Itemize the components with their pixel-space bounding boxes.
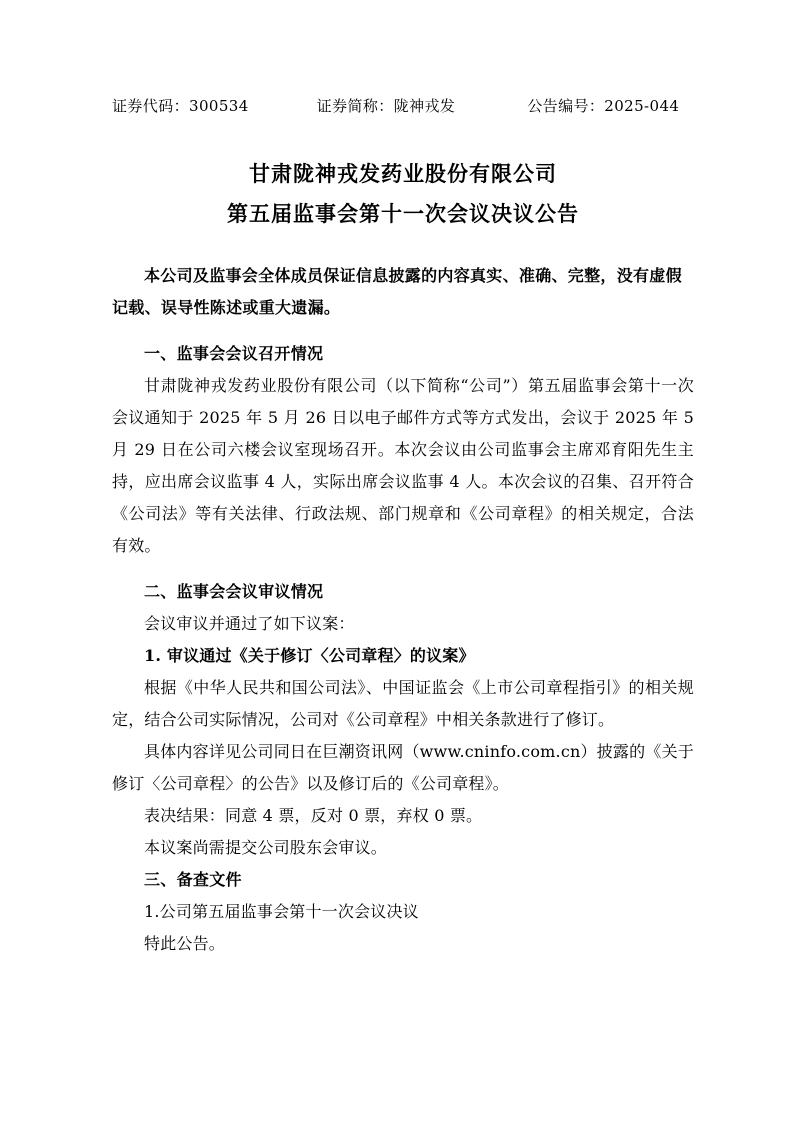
- section-heading-2: 二、监事会会议审议情况: [144, 581, 324, 601]
- title-line-1: 甘肃陇神戎发药业股份有限公司: [249, 161, 557, 186]
- section-1-paragraph-1: 甘肃陇神戎发药业股份有限公司（以下简称“公司”）第五届监事会第十一次会议通知于 2025 年 5 月 26 日以电子邮件方式等方式发出，会议于 2025 年 5 月 29 日在公司六楼会议室现场召开。本次会议由公司监事会主席邓育阳先生主持，应出席会议监事 4 人，实际出席会议监事 4 人。本次会议的召集、召开符合《公司法》等有关法律、行政法规、部门规章和《公司章程》的相关规定，合法有效。: [112, 375, 694, 555]
- section-heading-3: 三、备查文件: [144, 869, 242, 889]
- section-2-sub-paragraph-4: 本议案尚需提交公司股东会审议。: [144, 837, 388, 857]
- section-3-paragraph-1: 1.公司第五届监事会第十一次会议决议: [144, 901, 419, 921]
- section-2-sub-heading: 1. 审议通过《关于修订〈公司章程〉的议案》: [144, 645, 475, 665]
- section-2-sub-paragraph-3: 表决结果：同意 4 票，反对 0 票，弃权 0 票。: [144, 805, 483, 825]
- security-code: 证券代码：300534: [112, 97, 249, 115]
- section-heading-1: 一、监事会会议召开情况: [144, 343, 324, 363]
- security-name: 证券简称：陇神戎发: [316, 97, 456, 115]
- page-title: [112, 154, 694, 234]
- notice-number: 公告编号：2025-044: [527, 97, 680, 115]
- section-2-paragraph-1: 会议审议并通过了如下议案：: [144, 613, 355, 633]
- document-header: [112, 95, 694, 116]
- section-2-sub-paragraph-1: 根据《中华人民共和国公司法》、中国证监会《上市公司章程指引》的相关规定，结合公司实际情况，公司对《公司章程》中相关条款进行了修订。: [112, 677, 694, 729]
- disclosure-statement: 本公司及监事会全体成员保证信息披露的内容真实、准确、完整，没有虚假记载、误导性陈述或重大遗漏。: [112, 265, 682, 317]
- section-3-paragraph-2: 特此公告。: [144, 933, 226, 953]
- title-line-2: 第五届监事会第十一次会议决议公告: [227, 200, 579, 226]
- section-2-sub-paragraph-2: 具体内容详见公司同日在巨潮资讯网（www.cninfo.com.cn）披露的《关于修订〈公司章程〉的公告》以及修订后的《公司章程》。: [112, 741, 694, 793]
